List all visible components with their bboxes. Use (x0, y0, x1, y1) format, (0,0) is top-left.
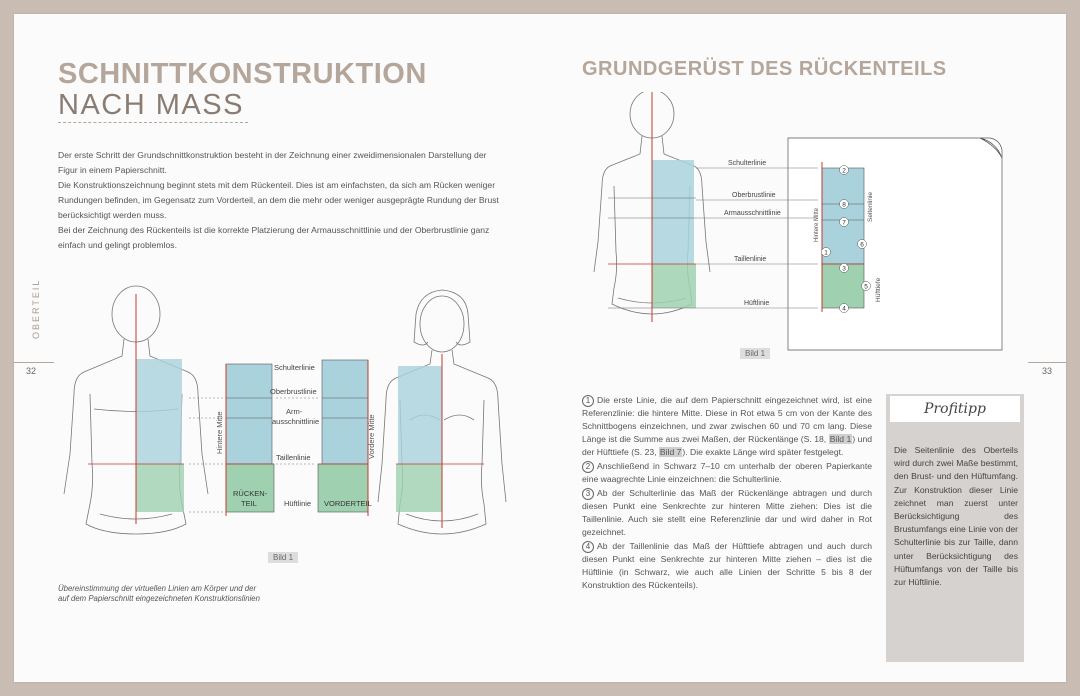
pro-tip-text: Die Seitenlinie des Oberteils wird durch zwei Maße bestimmt, den Brust- und den Hüftumfang. Zur Konstruktion dieser Linie zeichnet man zuerst unter Berücksichtigung des Brustumfangs eine Linie von der Schulterlinie bis zur Taille, dann unter Berücksichtigung des Hüftumfangs von der Taille bis zur Hüftlinie. (894, 445, 1018, 588)
paper-sheet (788, 138, 1002, 350)
r-label-hintere-mitte: Hintere Mitte (814, 207, 820, 242)
figure-ref: Bild 1 (829, 434, 852, 444)
intro-paragraph: Die Konstruktionszeichnung beginnt stets mit dem Rückenteil. Dies ist am einfachsten, da sich am Rücken weniger Rundungen befinden, im Gegensatz zum Vorderteil, an dem die mehr oder weniger ausgeprägte Rundung der Brust berücksichtigt werden muss. (58, 180, 499, 220)
front-pattern-blue (322, 360, 368, 464)
page-subtitle: NACH MASS (58, 89, 244, 121)
marker-4: 4 (842, 305, 846, 313)
step-number: 1 (582, 395, 594, 407)
marker-1: 1 (824, 249, 828, 257)
step-1: 1 Die erste Linie, die auf dem Papierschnitt eingezeichnet wird, ist eine Referenzlinie: die hintere Mitte. Diese in Rot etwa 5 cm von der Kante des Schnittbogens einzeichnen, und zwar zwischen 60 und 70 cm lang. Diese Länge ist die Summe aus zwei Maßen, der Rückenlänge (S. 18, Bild 1) und der Hüfttiefe (S. 23, Bild 7). Die exakte Länge wird später festgelegt. (582, 395, 873, 457)
page-number-rule-right (1028, 362, 1066, 363)
label-hintere-mitte: Hintere Mitte (215, 411, 224, 454)
step-3: 3 Ab der Schulterlinie das Maß der Rückenlänge abtragen und durch diesen Punkt eine Senkrechte zur hinteren Mitte ziehen: Dies ist die Taillenlinie. Auch sie stellt eine Referenzlinie dar und wird daher in Rot gezeichnet. (582, 488, 872, 537)
figure-label-right: Bild 1 (740, 348, 770, 359)
r-label-seitenlinie: Seitenlinie (867, 192, 874, 222)
marker-6: 6 (860, 241, 864, 249)
label-schulterlinie: Schulterlinie (274, 363, 315, 372)
page-title: SCHNITTKONSTRUKTION (58, 58, 427, 90)
right-page-title: GRUNDGERÜST DES RÜCKENTEILS (582, 58, 947, 80)
construction-steps (582, 394, 872, 593)
r-label-hufttiefe: Hüfttiefe (875, 277, 882, 302)
step-4: 4 Ab der Taillenlinie das Maß der Hüfttiefe abtragen und auch durch diesen Punkt eine Senkrechte zur hinteren Mitte ziehen – dies ist die Hüftlinie (in Schwarz, wie auch alle Linien der Schritte 5 bis 8 der Konstruktion des Rückenteils). (582, 541, 872, 590)
r-label-armausschnittlinie: Armausschnittlinie (724, 210, 781, 217)
title-divider (58, 122, 248, 123)
label-armausschnitt-1: Arm- (286, 407, 303, 416)
r-label-schulterlinie: Schulterlinie (728, 160, 767, 167)
marker-5: 5 (864, 283, 868, 291)
front-green-area (396, 464, 442, 512)
book-spread (14, 14, 1066, 682)
figure-caption: Übereinstimmung der virtuellen Linien am Körper und der auf dem Papierschnitt eingezeichneten Konstruktionslinien (58, 584, 260, 603)
pro-tip-heading: Profitipp (890, 396, 1020, 422)
page-number-left: 32 (26, 366, 37, 376)
back-green-area (136, 464, 184, 512)
label-armausschnitt-2: ausschnittlinie (272, 417, 320, 426)
label-rueckenteil: RÜCKEN- (233, 489, 268, 498)
label-vorderteil: VORDERTEIL (324, 499, 372, 508)
left-construction-figure (44, 284, 514, 584)
label-oberbrustlinie: Oberbrustlinie (270, 387, 317, 396)
right-construction-figure (584, 92, 1004, 362)
marker-7: 7 (842, 219, 846, 227)
step-number: 4 (582, 541, 594, 553)
marker-3: 3 (842, 265, 846, 273)
step-number: 2 (582, 461, 594, 473)
front-blue-area (398, 366, 442, 464)
right-blue-area (652, 160, 694, 264)
back-blue-area (136, 359, 182, 464)
marker-8: 8 (842, 201, 846, 209)
page-number-right: 33 (1042, 366, 1053, 376)
back-pattern-blue (226, 364, 272, 464)
figure-ref: Bild 7 (659, 447, 682, 457)
r-label-taillenlinie: Taillenlinie (734, 256, 767, 263)
right-green-area (652, 264, 696, 308)
intro-paragraph: Der erste Schritt der Grundschnittkonstruktion besteht in der Zeichnung einer zweidimensionalen Darstellung der Figur in einem Papierschnitt. (58, 150, 487, 175)
section-side-label: OBERTEIL (31, 278, 41, 339)
step-number: 3 (582, 488, 594, 500)
r-label-hueftlinie: Hüftlinie (744, 300, 770, 307)
label-vordere-mitte: Vordere Mitte (367, 414, 376, 459)
marker-2: 2 (842, 167, 846, 175)
label-rueckenteil-2: TEIL (241, 499, 257, 508)
step-2: 2 Anschließend in Schwarz 7–10 cm unterhalb der oberen Papierkante eine waagrechte Linie einzeichnen: die Schulterlinie. (582, 461, 872, 484)
r-label-oberbrustlinie: Oberbrustlinie (732, 192, 776, 199)
intro-paragraph: Bei der Zeichnung des Rückenteils ist die korrekte Platzierung der Armausschnittlinie und der Oberbrustlinie ganz einfach und gelingt problemlos. (58, 225, 490, 250)
intro-text (58, 148, 500, 253)
label-hueftlinie: Hüftlinie (284, 499, 312, 508)
label-taillenlinie: Taillenlinie (276, 453, 311, 462)
figure-label-left: Bild 1 (268, 552, 298, 563)
